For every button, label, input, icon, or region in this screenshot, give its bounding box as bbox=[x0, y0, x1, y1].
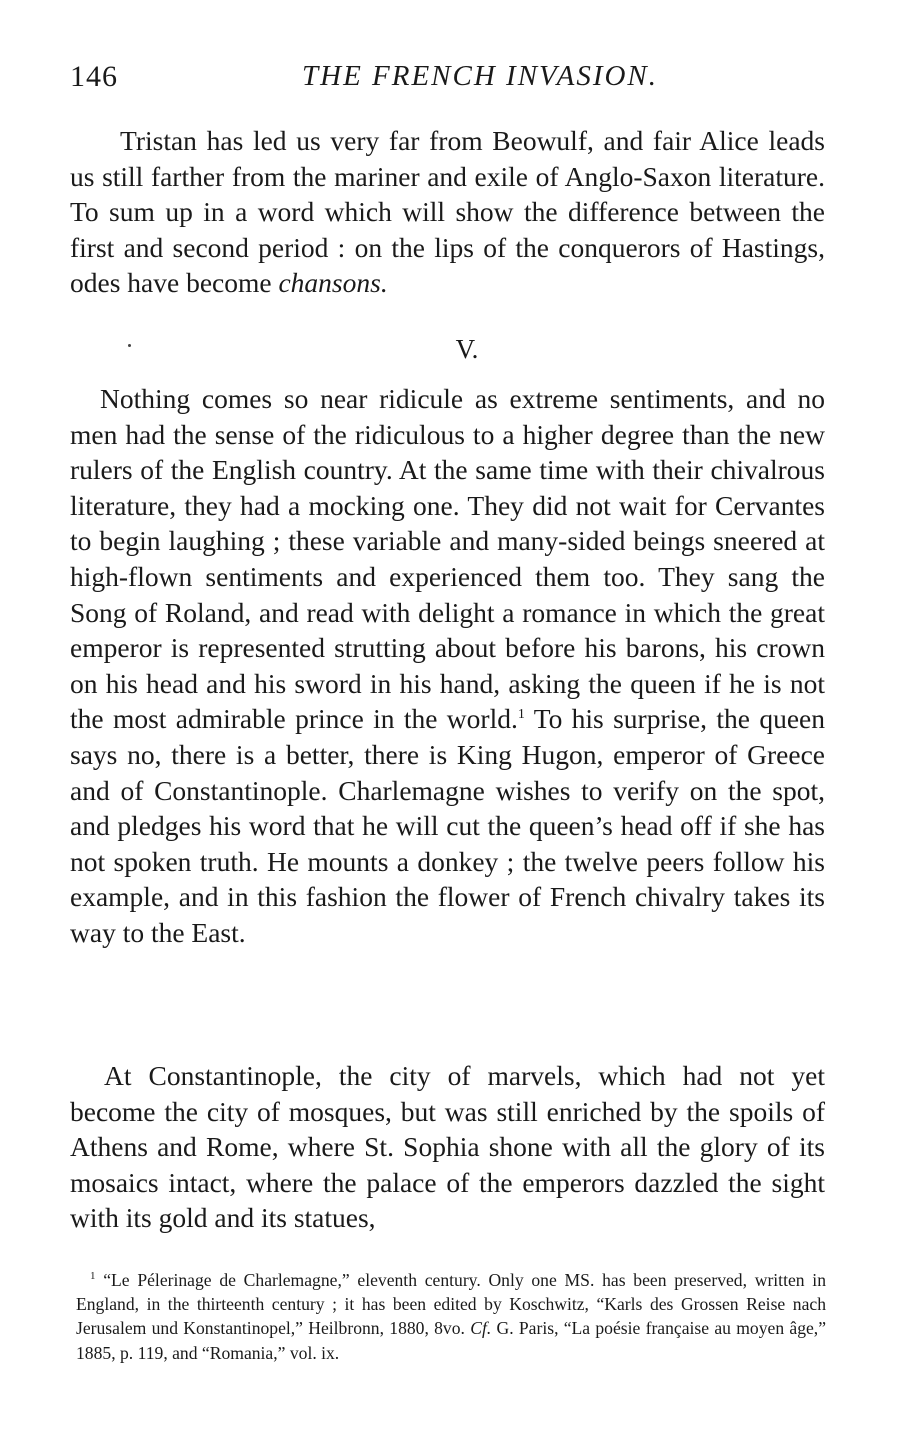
paragraph-ridicule bbox=[70, 381, 825, 951]
paragraph-tristan bbox=[70, 123, 825, 301]
paragraph-constantinople: At Constantinople, the city of marvels, which had not yet become the city of mosques, but was still enriched by the spoils of Athens and Rome, where St. Sophia shone with all the glory of its mosaics intact, where the palace of the emperors dazzled the sight with its gold and its statues, bbox=[70, 1060, 825, 1234]
paragraph-ridicule-text-b: To his surprise, the queen says no, there is a better, there is King Hugon, emperor of Greece and of Constantinople. Charlemagne wishes to verify on the spot, and pledges his word that he will cut the queen’s head off if she has not spoken truth. He mounts a donkey ; the twelve peers follow his example, and in this fashion the flower of French chivalry takes its way to the East. bbox=[70, 703, 825, 948]
running-head: THE FRENCH INVASION. bbox=[302, 60, 659, 92]
italic-chansons: chansons. bbox=[278, 267, 388, 299]
footnote-text-a: “Le Pélerinage de Charlemagne,” eleventh century. Only one MS. has been preserved, written in England, in the thirteenth century ; it has been edited by Koschwitz, “Karls des Grossen Reise nach Jerusalem und Konstantinopel,” Heilbronn, 1880, 8vo. bbox=[76, 1269, 826, 1339]
page-header bbox=[70, 60, 830, 100]
footnote-marker: 1 bbox=[90, 1270, 96, 1282]
paragraph-ridicule-text-a: Nothing comes so near ridicule as extreme sentiments, and no men had the sense of the ridiculous to a higher degree than the new rulers of the English country. At the same time with their chivalrous literature, they had a mocking one. They did not wait for Cervantes to begin laughing ; these variable and many-sided beings sneered at high-flown sentiments and experienced them too. They sang the Song of Roland, and read with delight a romance in which the great emperor is represented strutting about before his barons, his crown on his head and his sword in his hand, asking the queen if he is not the most admirable prince in the world. bbox=[70, 383, 825, 735]
footnote-cf: Cf. bbox=[470, 1318, 492, 1339]
footnote-text-b: G. Paris, “La poésie française au moyen âge,” 1885, p. 119, and “Romania,” vol. ix. bbox=[76, 1318, 827, 1363]
footnote-reference[interactable]: 1 bbox=[517, 707, 525, 723]
section-heading: V. bbox=[455, 334, 479, 364]
paragraph-tristan-text: Tristan has led us very far from Beowulf, and fair Alice leads us still farther from the mariner and exile of Anglo-Saxon literature. To sum up in a word which will show the difference between the first and second period : on the lips of the conquerors of Hastings, odes have become bbox=[70, 125, 825, 299]
page-number: 146 bbox=[70, 60, 118, 93]
footnote bbox=[76, 1264, 826, 1365]
